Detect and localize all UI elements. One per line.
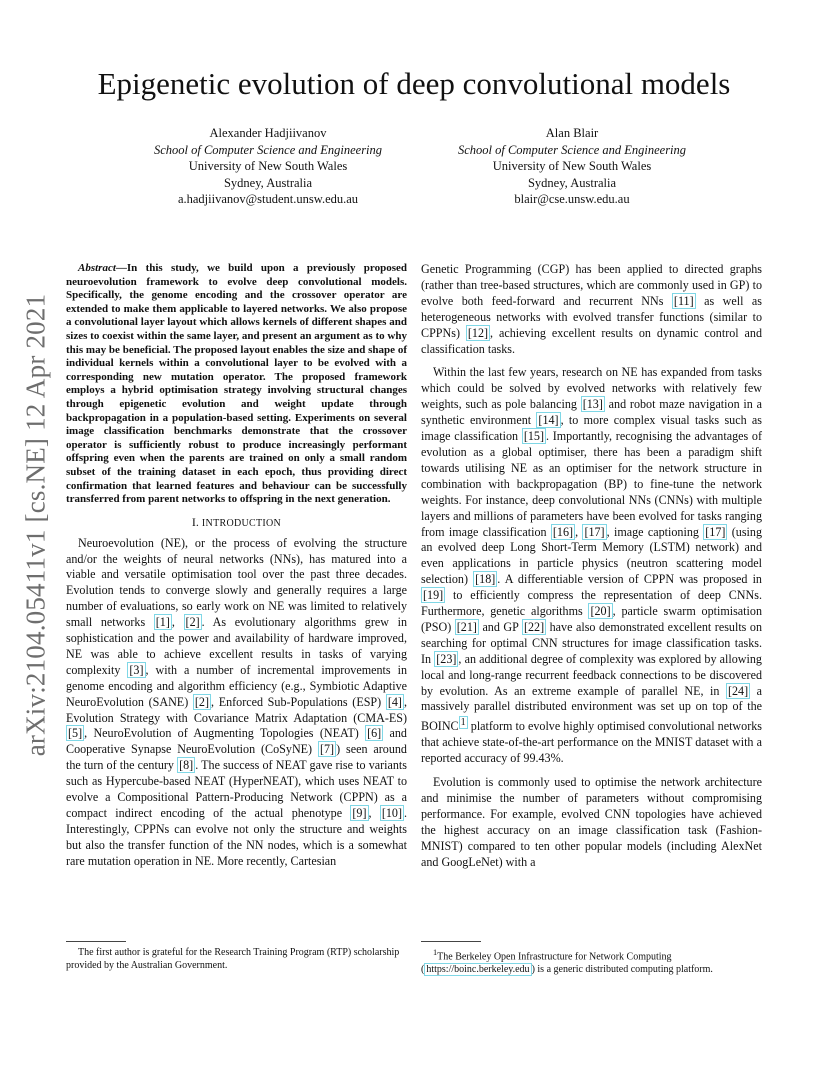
intro-paragraph-3 [421,365,762,767]
citation-link[interactable]: [15] [523,429,544,444]
author-name: Alexander Hadjiivanov [209,126,327,140]
text-segment: a massively parallel distributed environment was set up on top of the BOINC [421,683,762,734]
citation-link[interactable]: [13] [582,397,603,412]
citation-link[interactable]: [22] [523,619,545,634]
citation-link[interactable]: [9] [352,806,367,820]
author-location: Sydney, Australia [527,175,617,190]
citation-link[interactable]: [6] [367,726,382,741]
footnote-ref-link[interactable]: 1 [460,717,466,729]
text-segment: . The success of NEAT gave rise to variants such as Hypercube-based NEAT (HyperNEAT), which uses NEAT to evolve a Compositional Pattern-Producing Network (CPPN) as a compact indirect encoding of the actual phenotype [66,758,407,820]
author-block-1 [108,125,428,208]
text-segment: . Importantly, recognising the advantages of evolution as a global optimiser, there has been a paradigm shift towards utilising NE as an optimiser for the network structure in combination with backpropagation (BP) to fine-tune the network weights. For instance, deep convolutional NNs (CNNs) with multiple layers and millions of parameters have been evolved for tasks ranging from image classification [421,429,762,539]
citation-link[interactable]: [10] [381,806,402,820]
citation-link[interactable]: [1] [155,615,170,630]
citation-link[interactable]: [3] [129,662,144,677]
citation-link[interactable]: [19] [423,588,444,603]
footnote-pre: The Berkeley Open Infrastructure for Network Computing ( [421,951,672,976]
text-segment: , achieving excellent results on dynamic control and classification tasks. [421,325,763,356]
text-segment: , an additional degree of complexity was explored by allowing local and long-range recurrent feedback connections to be discovered by evolution. As an extreme example of parallel NE, in [421,651,762,698]
author-school: School of Computer Science and Engineering [457,142,687,157]
abstract [66,262,407,507]
text-segment: , [575,524,583,539]
left-column [66,262,407,870]
text-segment: , particle swarm optimisation (PSO) [421,604,762,634]
citation-link[interactable]: [14] [538,413,559,428]
citation-link[interactable]: [12] [467,325,489,340]
citation-link[interactable]: [24] [727,683,749,698]
abstract-label: Abstract [78,262,116,274]
text-segment: and robot maze navigation in a synthetic environment [421,397,762,428]
author-block-2 [412,125,732,208]
text-segment: Within the last few years, research on NE has expanded from tasks which could be solved by evolved networks with relatively few weights, such as pole balancing [421,365,762,412]
author-university: University of New South Wales [492,159,652,174]
abstract-text: —In this study, we build upon a previously proposed neuroevolution framework to evolve deep convolutional models. Specifically, the genome encoding and the crossover operator are extended to make them applicable to layered networks. We also propose a convolutional layer layout which allows kernels of different shapes and sizes to coexist within the same layer, and present an argument as to why this may be beneficial. The proposed layout enables the size and shape of individual kernels within a convolutional layer to be evolved with a corresponding new mutation operator. The proposed framework employs a hybrid optimisation strategy involving structural changes through epigenetic evolution and weight update through backpropagation in a population-based setting. Experiments on several image classification benchmarks demonstrate that the crossover operator is sufficiently robust to produce increasingly performant offspring even when the parents are trained on only a small random subset of the training dataset in each epoch, thus providing direct confirmation that learned features and behaviour can be successfully transferred from parent networks to offspring in the next generation. [66,262,407,506]
text-segment: platform to evolve highly optimised convolutional networks that achieve state-of-the-art performance on the MNIST dataset with a reported accuracy of 99.43%. [421,719,762,766]
author-location: Sydney, Australia [223,175,313,190]
footnote-mark: 1 [433,948,438,957]
author-school: School of Computer Science and Engineering [153,142,383,157]
footnote-rule [66,941,126,942]
citation-link[interactable]: [4] [387,694,402,709]
text-segment: , to more complex visual tasks such as image classification [421,413,762,444]
text-segment: , NeuroEvolution of Augmenting Topologies (NEAT) [84,726,366,741]
text-segment: . Interestingly, CPPNs can evolve not only the structure and weights but also the transfer function of the NN nodes, which is a somewhat rare mutation operation in NE. More recently, Cartesian [66,806,408,868]
citation-link[interactable]: [23] [436,651,457,666]
text-segment: . As evolutionary algorithms grew in sophistication and the power and availability of hardware improved, NE was able to achieve excellent results in tasks of varying complexity [66,615,407,677]
citation-link[interactable]: [18] [475,572,496,587]
citation-link[interactable]: [5] [68,726,83,741]
text-segment: ) seen around the turn of the century [66,742,407,773]
intro-paragraph-1 [66,536,407,870]
text-segment: and Cooperative Synapse NeuroEvolution (CoSyNE) [66,726,407,757]
text-segment: , Enforced Sub-Populations (ESP) [211,694,386,709]
intro-paragraph-4: Evolution is commonly used to optimise the network architecture and minimise the number of parameters without compromising performance. For example, evolved CNN topologies have achieved the highest accuracy on an image classification task (Fashion-MNIST) compared to ten other popular models (including AlexNet and GoogLeNet) with a [421,775,762,869]
text-segment: as well as heterogeneous networks with evolved transfer functions (similar to CPPNs) [421,293,762,340]
section-title: INTRODUCTION [201,517,282,529]
citation-link[interactable]: [21] [456,619,477,634]
author-email: a.hadjiivanov@student.unsw.edu.au [177,192,359,207]
citation-link[interactable]: [17] [705,524,726,539]
citation-link[interactable]: [20] [590,604,611,619]
author-email: blair@cse.unsw.edu.au [514,192,630,207]
footnote-acknowledgement [66,947,411,973]
boinc-link[interactable]: https://boinc.berkeley.edu [426,964,530,976]
footnote-boinc [421,947,766,977]
citation-link[interactable]: [16] [552,524,574,539]
footnote-text [421,947,766,977]
text-segment: . A differentiable version of CPPN was proposed in [497,572,762,587]
paper-title: Epigenetic evolution of deep convolutional models [97,66,731,101]
text-segment: , image captioning [606,524,704,539]
text-segment: to efficiently compress the representation of deep CNNs. Furthermore, genetic algorithms [421,588,762,619]
arxiv-sidebar [14,290,58,760]
citation-link[interactable]: [11] [673,293,694,308]
text-segment: , [171,615,184,630]
footnote-post: ) is a generic distributed computing platform. [531,964,713,976]
text-segment: , [368,806,380,820]
author-university: University of New South Wales [188,159,348,174]
text-segment: , with a number of incremental improvements in genome encoding and algorithm efficiency (e.g., Symbiotic Adaptive NeuroEvolution (SANE) [66,662,408,709]
citation-link[interactable]: [17] [584,524,605,539]
section-heading-introduction [66,515,407,532]
citation-link[interactable]: [2] [194,694,209,709]
text-segment: and GP [478,619,522,634]
text-segment: Neuroevolution (NE), or the process of evolving the structure and/or the weights of neural networks (NNs), has matured into a viable and versatile optimisation tool over the past three decades. Evolution tends to converge slowly and generally requires a large number of evaluations, so early work on NE was limited to relatively small networks [66,535,407,630]
intro-paragraph-2 [421,262,762,357]
footnote-rule [421,941,481,942]
author-name: Alan Blair [545,126,599,140]
text-segment: have also demonstrated excellent results on searching for optimal CNN structures for image classification tasks. In [421,619,762,666]
citation-link[interactable]: [2] [185,615,200,630]
text-segment: (using an evolved deep Long Short-Term Memory (LSTM) network) and even applications in particle physics (neutron scattering model selection) [421,524,763,587]
text-segment: , Evolution Strategy with Covariance Matrix Adaptation (CMA-ES) [66,694,407,725]
footnote-text: The first author is grateful for the Research Training Program (RTP) scholarship provided by the Australian Government. [66,947,400,971]
citation-link[interactable]: [8] [179,758,194,773]
arxiv-identifier: arXiv:2104.05411v1 [cs.NE] 12 Apr 2021 [20,293,51,757]
section-number: I. [191,514,199,529]
text-segment: Genetic Programming (CGP) has been applied to directed graphs (rather than tree-based structures, which are commonly used in GP) to evolve both feed-forward and recurrent NNs [421,262,762,308]
right-column [421,262,762,871]
citation-link[interactable]: [7] [319,742,335,757]
